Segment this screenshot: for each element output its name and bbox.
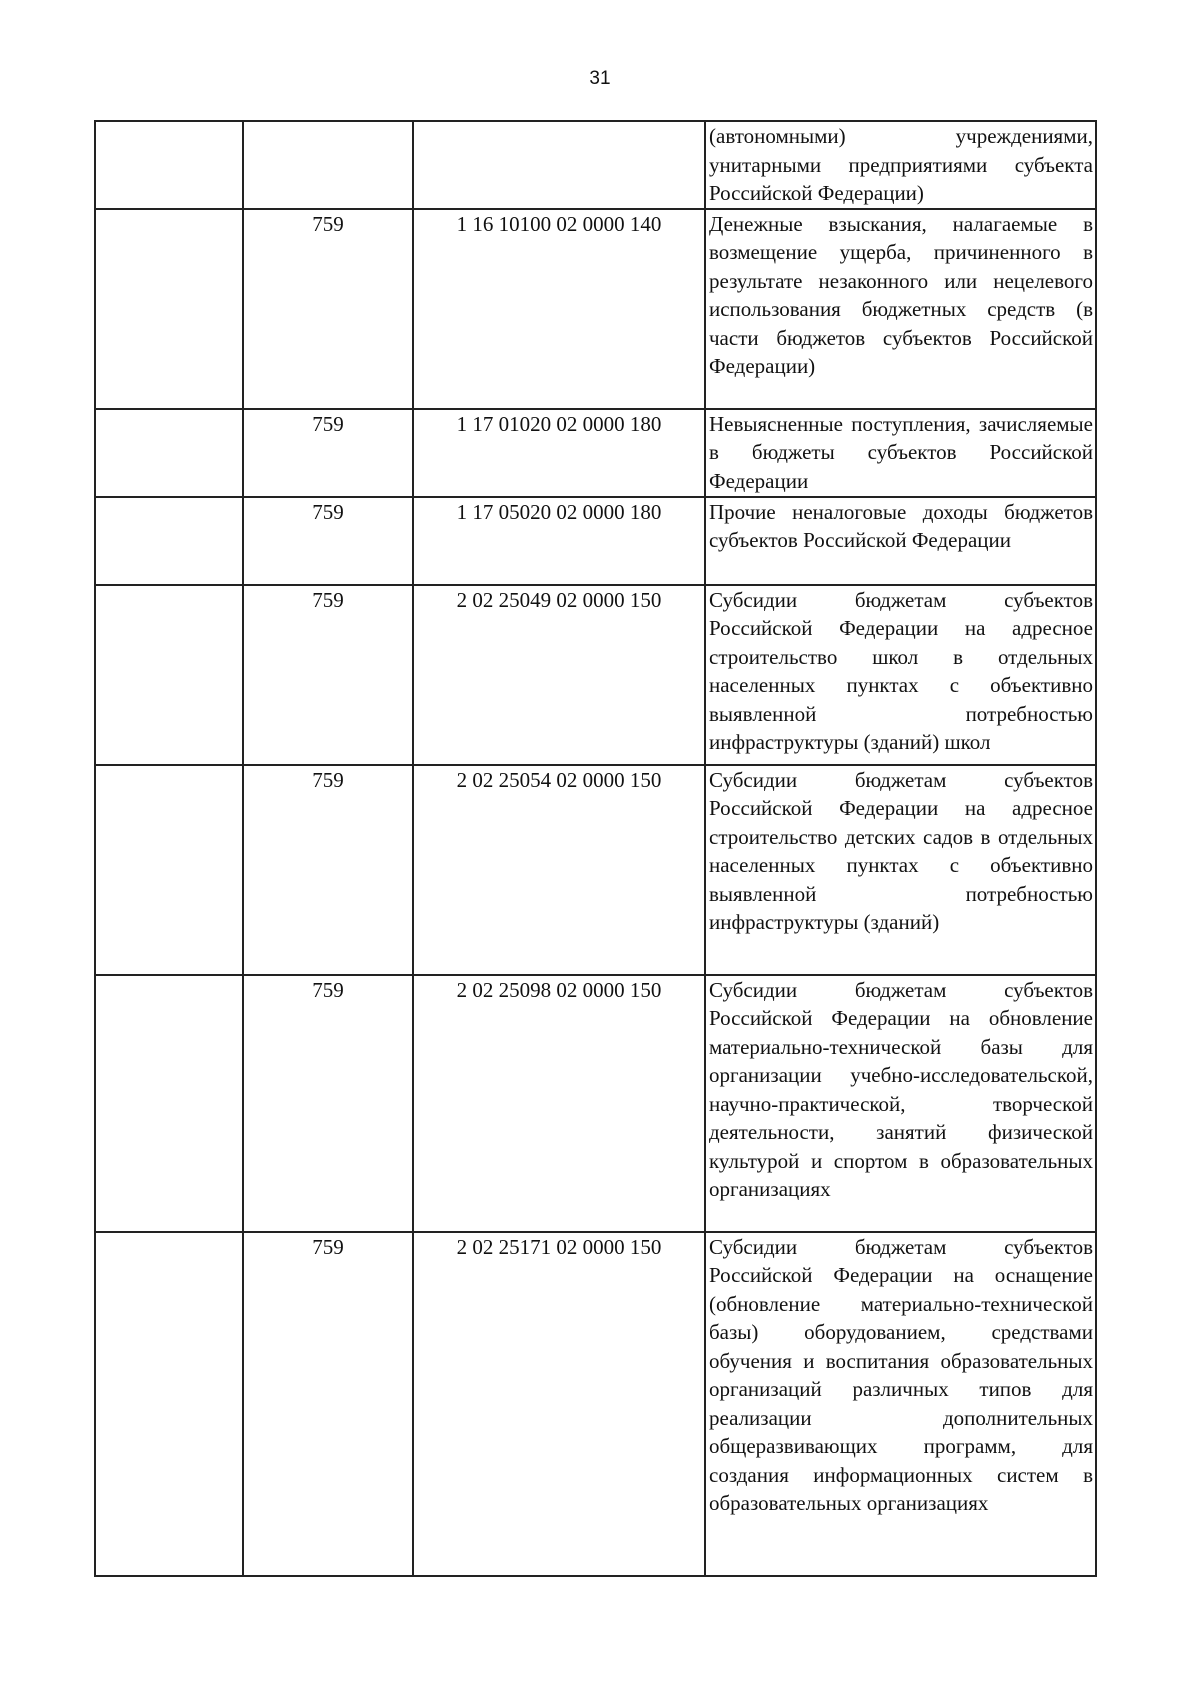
kbk-code-cell: 1 17 05020 02 0000 180 xyxy=(413,497,705,585)
page-number: 31 xyxy=(589,68,611,89)
empty-cell xyxy=(95,585,243,765)
table-row xyxy=(95,1232,1096,1576)
revenue-name-cell: Субсидии бюджетам субъектов Российской Федерации на обновление материально-технической базы для организации учебно-исследовательской, научно-практической, творческой деятельности, занятий физической культурой и спортом в образовательных организациях xyxy=(705,975,1096,1232)
admin-code-cell: 759 xyxy=(243,209,413,409)
revenue-name-cell: Субсидии бюджетам субъектов Российской Федерации на адресное строительство школ в отдельных населенных пунктах с объективно выявленной потребностью инфраструктуры (зданий) школ xyxy=(705,585,1096,765)
kbk-code-cell xyxy=(413,121,705,209)
admin-code-cell: 759 xyxy=(243,765,413,975)
empty-cell xyxy=(95,1232,243,1576)
revenue-name-cell: Денежные взыскания, налагаемые в возмещение ущерба, причиненного в результате незаконного или нецелевого использования бюджетных средств (в части бюджетов субъектов Российской Федерации) xyxy=(705,209,1096,409)
revenue-name-cell: (автономными) учреждениями, унитарными предприятиями субъекта Российской Федерации) xyxy=(705,121,1096,209)
empty-cell xyxy=(95,121,243,209)
admin-code-cell xyxy=(243,121,413,209)
table-row xyxy=(95,409,1096,497)
empty-cell xyxy=(95,975,243,1232)
revenue-classification-table xyxy=(94,120,1097,1577)
table-row xyxy=(95,585,1096,765)
table-row xyxy=(95,765,1096,975)
empty-cell xyxy=(95,765,243,975)
kbk-code-cell: 2 02 25098 02 0000 150 xyxy=(413,975,705,1232)
table-row xyxy=(95,497,1096,585)
admin-code-cell: 759 xyxy=(243,975,413,1232)
kbk-code-cell: 1 17 01020 02 0000 180 xyxy=(413,409,705,497)
revenue-name-cell: Прочие неналоговые доходы бюджетов субъектов Российской Федерации xyxy=(705,497,1096,585)
revenue-name-cell: Субсидии бюджетам субъектов Российской Федерации на адресное строительство детских садов в отдельных населенных пунктах с объективно выявленной потребностью инфраструктуры (зданий) xyxy=(705,765,1096,975)
kbk-code-cell: 2 02 25171 02 0000 150 xyxy=(413,1232,705,1576)
kbk-code-cell: 1 16 10100 02 0000 140 xyxy=(413,209,705,409)
admin-code-cell: 759 xyxy=(243,409,413,497)
kbk-code-cell: 2 02 25054 02 0000 150 xyxy=(413,765,705,975)
table-row xyxy=(95,209,1096,409)
revenue-name-cell: Субсидии бюджетам субъектов Российской Федерации на оснащение (обновление материально-технической базы) оборудованием, средствами обучения и воспитания образовательных организаций различных типов для реализации дополнительных общеразвивающих программ, для создания информационных систем в образовательных организациях xyxy=(705,1232,1096,1576)
table-row xyxy=(95,121,1096,209)
empty-cell xyxy=(95,409,243,497)
admin-code-cell: 759 xyxy=(243,497,413,585)
empty-cell xyxy=(95,209,243,409)
revenue-name-cell: Невыясненные поступления, зачисляемые в бюджеты субъектов Российской Федерации xyxy=(705,409,1096,497)
empty-cell xyxy=(95,497,243,585)
admin-code-cell: 759 xyxy=(243,585,413,765)
kbk-code-cell: 2 02 25049 02 0000 150 xyxy=(413,585,705,765)
admin-code-cell: 759 xyxy=(243,1232,413,1576)
table-row xyxy=(95,975,1096,1232)
